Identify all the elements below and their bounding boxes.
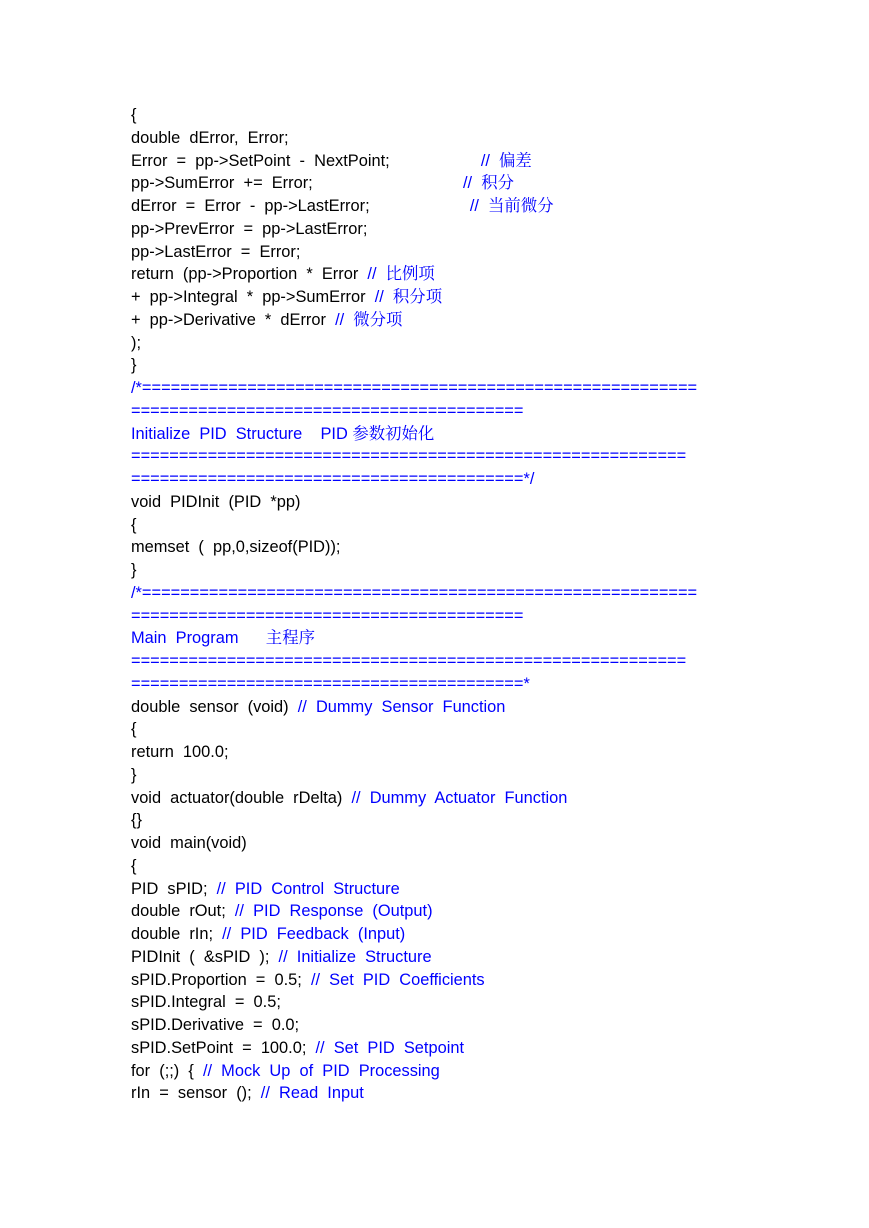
code-comment: // PID Response (Output) bbox=[234, 902, 433, 921]
code-comment: // Dummy Actuator Function bbox=[351, 788, 568, 807]
code-line bbox=[131, 696, 697, 719]
code-comment: // 偏差 bbox=[480, 151, 532, 170]
code-text: double dError, Error; bbox=[131, 128, 289, 147]
code-text: pp->LastError = Error; bbox=[131, 242, 301, 261]
code-line bbox=[131, 354, 697, 377]
code-line bbox=[131, 104, 697, 127]
code-text: pp->SumError += Error; bbox=[131, 174, 463, 193]
code-text: PIDInit ( &sPID ); bbox=[131, 947, 279, 966]
code-line bbox=[131, 263, 697, 286]
code-line bbox=[131, 172, 697, 195]
code-comment: // PID Control Structure bbox=[216, 879, 400, 898]
code-line bbox=[131, 991, 697, 1014]
code-line bbox=[131, 445, 697, 468]
code-line bbox=[131, 195, 697, 218]
code-comment: =========================================*/ bbox=[131, 470, 535, 488]
code-comment: /*========================================================== bbox=[131, 379, 698, 397]
code-comment: ========================================= bbox=[131, 401, 524, 420]
code-line bbox=[131, 1014, 697, 1037]
code-line bbox=[131, 514, 697, 537]
code-comment: // 比例项 bbox=[367, 265, 435, 284]
code-line bbox=[131, 718, 697, 741]
code-line bbox=[131, 559, 697, 582]
code-text: return 100.0; bbox=[131, 743, 229, 761]
code-text: sPID.SetPoint = 100.0; bbox=[131, 1038, 316, 1057]
code-comment: // Mock Up of PID Processing bbox=[202, 1061, 440, 1080]
code-line bbox=[131, 536, 697, 559]
code-comment: // Set PID Coefficients bbox=[310, 970, 485, 989]
code-comment: Initialize PID Structure PID 参数初始化 bbox=[131, 424, 435, 443]
code-comment: // PID Feedback (Input) bbox=[222, 925, 406, 943]
code-text: } bbox=[131, 765, 137, 784]
code-line bbox=[131, 946, 697, 969]
code-comment: Main Program 主程序 bbox=[131, 629, 315, 648]
code-line bbox=[131, 832, 697, 855]
code-line bbox=[131, 332, 697, 355]
code-comment: // 当前微分 bbox=[469, 197, 554, 215]
code-line bbox=[131, 377, 697, 400]
code-line bbox=[131, 218, 697, 241]
code-comment: // Set PID Setpoint bbox=[315, 1038, 465, 1057]
code-line bbox=[131, 309, 697, 332]
code-line bbox=[131, 1082, 697, 1105]
code-comment: ========================================================== bbox=[131, 652, 687, 670]
code-line bbox=[131, 423, 697, 446]
code-line bbox=[131, 1037, 697, 1060]
code-text: { bbox=[131, 720, 137, 739]
code-comment: /*========================================================== bbox=[131, 583, 698, 602]
code-line bbox=[131, 127, 697, 150]
code-line bbox=[131, 241, 697, 264]
code-text: double rOut; bbox=[131, 902, 235, 921]
code-text: + pp->Derivative * dError bbox=[131, 310, 336, 329]
code-line bbox=[131, 878, 697, 901]
code-line bbox=[131, 969, 697, 992]
code-line bbox=[131, 855, 697, 878]
code-text: {} bbox=[131, 811, 142, 830]
code-line bbox=[131, 400, 697, 423]
code-text: rIn = sensor (); bbox=[131, 1084, 261, 1103]
code-text: } bbox=[131, 561, 137, 579]
code-line bbox=[131, 468, 697, 491]
code-text: sPID.Integral = 0.5; bbox=[131, 993, 281, 1012]
code-text: { bbox=[131, 515, 137, 534]
code-text: void actuator(double rDelta) bbox=[131, 788, 352, 807]
code-text: sPID.Derivative = 0.0; bbox=[131, 1016, 300, 1034]
code-comment: =========================================* bbox=[131, 674, 530, 693]
code-text: double sensor (void) bbox=[131, 697, 298, 716]
code-text: PID sPID; bbox=[131, 879, 217, 898]
code-line bbox=[131, 741, 697, 764]
code-comment: // 微分项 bbox=[335, 310, 403, 329]
code-line bbox=[131, 491, 697, 514]
code-line bbox=[131, 673, 697, 696]
code-comment: // 积分 bbox=[463, 174, 514, 193]
code-line bbox=[131, 900, 697, 923]
code-text: { bbox=[131, 856, 137, 875]
code-line bbox=[131, 809, 697, 832]
code-line bbox=[131, 582, 697, 605]
code-comment: // 积分项 bbox=[374, 288, 443, 306]
code-line bbox=[131, 650, 697, 673]
code-comment: // Initialize Structure bbox=[278, 947, 432, 966]
code-line bbox=[131, 1060, 697, 1083]
code-line bbox=[131, 627, 697, 650]
code-line bbox=[131, 764, 697, 787]
code-text: double rIn; bbox=[131, 925, 223, 943]
code-line bbox=[131, 605, 697, 628]
code-comment: // Read Input bbox=[260, 1084, 364, 1103]
code-text: pp->PrevError = pp->LastError; bbox=[131, 219, 368, 238]
code-text: dError = Error - pp->LastError; bbox=[131, 197, 470, 215]
code-comment: // Dummy Sensor Function bbox=[297, 697, 506, 716]
code-text: sPID.Proportion = 0.5; bbox=[131, 970, 311, 989]
code-text: void main(void) bbox=[131, 834, 247, 852]
code-comment: ========================================================== bbox=[131, 447, 687, 466]
code-text: { bbox=[131, 106, 137, 124]
code-listing bbox=[131, 104, 697, 1105]
code-text: Error = pp->SetPoint - NextPoint; bbox=[131, 151, 481, 170]
code-text: } bbox=[131, 356, 137, 375]
code-line bbox=[131, 923, 697, 946]
code-text: for (;;) { bbox=[131, 1061, 203, 1080]
code-text: return (pp->Proportion * Error bbox=[131, 265, 368, 284]
code-line bbox=[131, 286, 697, 309]
code-comment: ========================================= bbox=[131, 606, 524, 625]
code-line bbox=[131, 150, 697, 173]
code-text: ); bbox=[131, 333, 142, 352]
code-text: void PIDInit (PID *pp) bbox=[131, 492, 301, 511]
code-line bbox=[131, 787, 697, 810]
code-text: memset ( pp,0,sizeof(PID)); bbox=[131, 538, 341, 557]
code-text: + pp->Integral * pp->SumError bbox=[131, 288, 375, 306]
